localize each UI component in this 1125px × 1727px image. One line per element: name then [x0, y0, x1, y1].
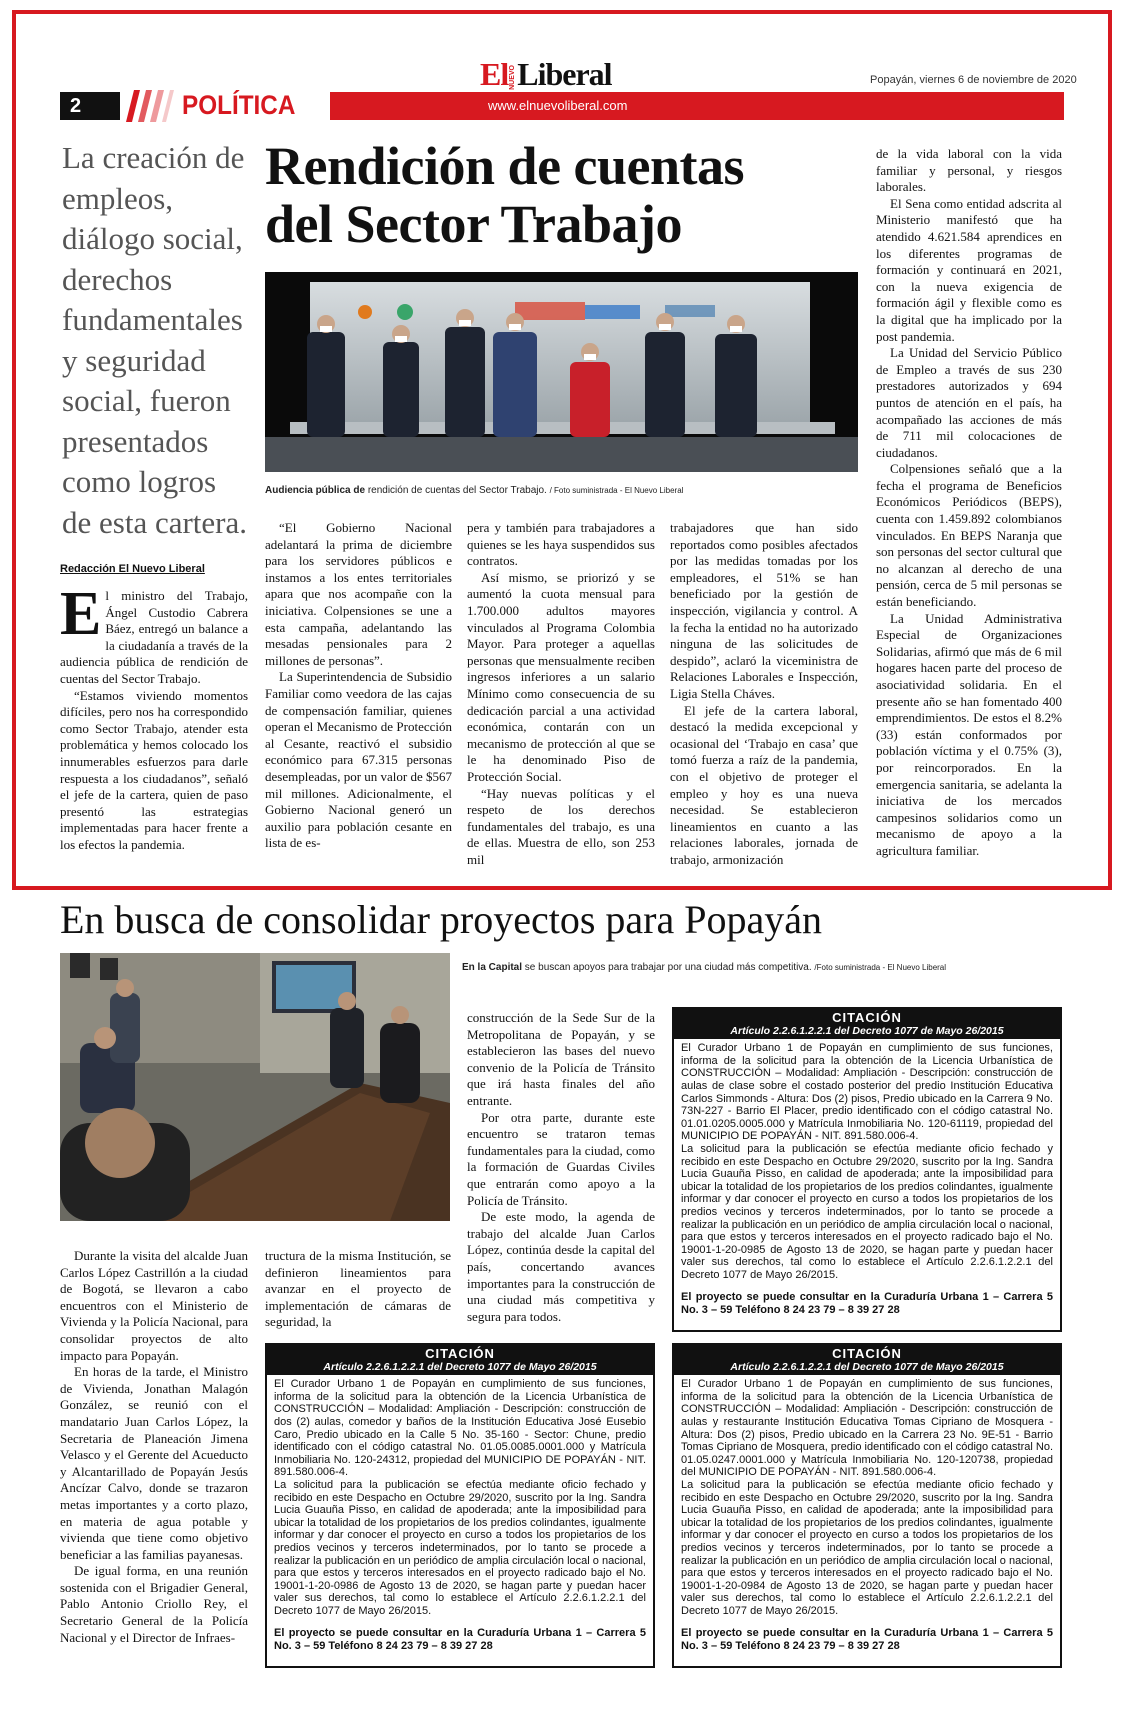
article1-column-3 [467, 520, 655, 868]
notice-paragraph: El Curador Urbano 1 de Popayán en cumplimiento de sus funciones, informa de la solicitud para la obtención de la Licencia Urbanística de CONSTRUCCIÓN – Modalidad: Ampliación - Descripción: construcción de dos (2) aulas, comedor y baños de la Institución Educativa José Eusebio Caro, Predio ubicado en la Calle 5 No. 35-160 - Sector: Chune, predio identificado con el código catastral No. 01.05.0085.0001.000 y Matrícula Inmobiliaria No. 120-24312, propiedad del MUNICIPIO DE POPAYÁN - NIT. 891.580.006-4. [274, 1378, 646, 1479]
notice-paragraph: El Curador Urbano 1 de Popayán en cumplimiento de sus funciones, informa de la solicitud para la obtención de la Licencia Urbanística de CONSTRUCCIÓN – Modalidad: Ampliación - Descripción: construcción de aulas y restaurante Institución Educativa Tomas Cipriano de Mosquera - Altura: Dos (2) pisos, Predio ubicado en la Carrera 23 No. 9E-51 - Barrio Tomas Cipriano de Mosquera, predio identificado con el código catastral No. 01.05.0247.0001.000 y Matrícula Inmobiliaria No. 120-120738, propiedad del MUNICIPIO DE POPAYÁN - NIT. 891.580.006-4. [681, 1378, 1053, 1479]
article1-column-4 [670, 520, 858, 868]
legal-notice-3 [672, 1343, 1062, 1668]
paragraph: “Estamos viviendo momentos difíciles, pero nos ha correspondido como Sector Trabajo, atender esta problemática y hemos colocado los innumerables esfuerzos para darle respuesta a los ciudadanos”, señaló el jefe de la cartera, quien de paso presentó las estrategias implementadas para hacer frente a los efectos la pandemia. [60, 687, 248, 852]
paragraph: construcción de la Sede Sur de la Metropolitana de Popayán, y se establecieron las bases del nuevo convenio de la Policía de Tránsito que irá hasta finales del año entrante. [467, 1010, 655, 1108]
notice-subtitle: Artículo 2.2.6.1.2.2.1 del Decreto 1077 de Mayo 26/2015 [323, 1360, 597, 1373]
paragraph: El jefe de la cartera laboral, destacó la medida excepcional y ocasional del ‘Trabajo en casa’ que tomó fuerza a raíz de la pandemia, con el objetivo de proteger el empleo y hoy es una nueva necesidad. Se establecieron lineamientos en cuanto a las relaciones laborales, jornada de trabajo, armonización [670, 702, 858, 867]
notice-footer: El proyecto se puede consultar en la Curaduría Urbana 1 – Carrera 5 No. 3 – 59 Teléfono 8 24 23 79 – 8 39 27 28 [274, 1627, 646, 1653]
paragraph: La Unidad Administrativa Especial de Organizaciones Solidarias, afirmó que más de 6 mil hogares hacen parte del proceso de asociatividad solidaria. En el presente año se han fomentado 400 emprendimientos. De estos el 8.2% (33) están conformados por población víctima y el 0.75% (3), por reincorporados. En la emergencia sanitaria, se adelanta la iniciativa de los mercados campesinos solidarios como un mecanismo de apoyo a la agricultura familiar. [876, 610, 1062, 858]
notice-paragraph: El Curador Urbano 1 de Popayán en cumplimiento de sus funciones, informa de la solicitud para la obtención de la Licencia Urbanística de CONSTRUCCIÓN – Modalidad: Ampliación - Descripción: construcción de aulas de clase sobre el costado posterior del predio Institución Educativa Carlos Simmonds - Altura: Dos (2) pisos, Predio ubicado en la Carrera 9 No. 73N-227 - Barrio El Placer, predio identificado con el código catastral No. 01.01.0205.0005.000 y Matrícula Inmobiliaria No. 120-61119, propiedad del MUNICIPIO DE POPAYÁN - NIT. 891.580.006-4. [681, 1042, 1053, 1143]
paragraph: El Sena como entidad adscrita al Ministerio manifestó que ha atendido 4.621.584 aprendices en los diferentes programas de formación y continuará en 2021, con la nueva exigencia de formación ágil y flexible como es la digital que ha implicado por la post pandemia. [876, 195, 1062, 344]
notice-paragraph: La solicitud para la publicación se efectúa mediante oficio fechado y recibido en este Despacho en Octubre 29/2020, suscrito por la Ing. Sandra Lucia Guauña Pisso, en calidad de apoderada; ante la imposibilidad para ubicar la totalidad de los propietarios de los predios colindantes, igualmente informar y dar conocer el proyecto en curso a todos los propietarios de los predios vecinos y terceros indeterminados, por lo tanto se procede a realizar la publicación en un periódico de amplia circulación local o nacional, para que estos y terceros interesados en el proyecto radicado bajo el No. 19001-1-20-0986 de Agosto 13 de 2020, se hagan parte y puedan hacer valer sus derechos, tal como lo establece el Artículo 2.2.6.1.2.2.1 del Decreto 1077 de Mayo 26/2015. [274, 1478, 646, 1617]
page-number: 2 [60, 92, 120, 120]
newspaper-logo: ElNUEVOLiberal [480, 56, 612, 92]
article1-column-1 [60, 580, 248, 854]
article-headline: Rendición de cuentas del Sector Trabajo [265, 136, 745, 254]
notice-subtitle: Artículo 2.2.6.1.2.2.1 del Decreto 1077 de Mayo 26/2015 [730, 1360, 1004, 1373]
section-stripes-icon [118, 88, 180, 122]
paragraph: tructura de la misma Institución, se definieron lineamientos para avanzar en el proyecto de implementación de cámaras de seguridad, la [265, 1248, 451, 1330]
article2-column-3 [467, 1010, 655, 1325]
paragraph: Así mismo, se priorizó y se aumentó la cuota mensual para 1.700.000 adultos mayores vinculados al Programa Colombia Mayor. Para proteger a aquellas personas que mensualmente reciben ingresos inferiores a un salario Mínimo como consecuencia de su dedicación parcial a una actividad económica, contarán con un mecanismo de protección al que se le ha denominado Piso de Protección Social. [467, 569, 655, 784]
site-url[interactable]: www.elnuevoliberal.com [488, 98, 628, 113]
paragraph: De igual forma, en una reunión sostenida con el Brigadier General, Pablo Antonio Criollo Rey, el Secretario General de la Policía Nacional y el Director de Infraes- [60, 1563, 248, 1645]
article2-column-1 [60, 1248, 248, 1646]
paragraph: de la vida laboral con la vida familiar y personal, y riesgos laborales. [876, 146, 1062, 195]
paragraph: pera y también para trabajadores a quienes se les haya suspendidos sus contratos. [467, 520, 655, 569]
legal-notice-1 [672, 1007, 1062, 1332]
press-conference-photo [265, 272, 858, 472]
article2-column-2 [265, 1248, 451, 1331]
notice-footer: El proyecto se puede consultar en la Curaduría Urbana 1 – Carrera 5 No. 3 – 59 Teléfono 8 24 23 79 – 8 39 27 28 [681, 1291, 1053, 1317]
byline: Redacción El Nuevo Liberal [60, 563, 205, 575]
header-ribbon [330, 92, 1064, 120]
article1-column-5 [876, 146, 1062, 860]
issue-date: Popayán, viernes 6 de noviembre de 2020 [870, 74, 1077, 86]
paragraph: Colpensiones señaló que a la fecha el programa de Beneficios Económicos Periódicos (BEPS), cuenta con 1.459.892 colombianos vinculados. En BEPS Naranja que son personas del sector cultural que no alcanzan al derecho de una pensión, cerca de 5 mil personas se están beneficiando. [876, 461, 1062, 610]
paragraph: En horas de la tarde, el Ministro de Vivienda, Jonathan Malagón González, se reunió con el mandatario Juan Carlos López, la Secretaria de Planeación Jimena Velasco y el Gerente del Acueducto y Alcantarillado de Popayán Jesús Ancízar Calvo, donde se trazaron metas importantes y a corto plazo, en materia de agua potable y vivienda que tiene como objetivo beneficiar a las familias payanesas. [60, 1364, 248, 1562]
paragraph: De este modo, la agenda de trabajo del alcalde Juan Carlos López, continúa desde la capital del país, concertando avances importantes para la construcción de una ciudad más competitiva y segura para todos. [467, 1209, 655, 1324]
notice-title: CITACIÓN [425, 1346, 495, 1361]
paragraph: La Superintendencia de Subsidio Familiar como veedora de las cajas de compensación familiar, quienes operan el Mecanismo de Protección al Cesante, reactivó el subsidio económico para 67.315 personas desempleadas, por un valor de $567 mil millones. Adicionalmente, el Gobierno Nacional generó un auxilio para población cesante en lista de es- [265, 669, 453, 851]
photo-caption: Audiencia pública de rendición de cuentas del Sector Trabajo. / Foto suministrada - El Nuevo Liberal [265, 485, 684, 496]
paragraph: “El Gobierno Nacional adelantará la prima de diciembre para los servidores públicos e instamos a los entes territoriales apara que nos acompañe con la iniciativa. Colpensiones se une a esta campaña, adelantando las mesadas pensionales para 2 millones de personas”. [265, 520, 452, 668]
section-title: POLÍTICA [182, 90, 296, 120]
notice-title: CITACIÓN [832, 1346, 902, 1361]
notice-title: CITACIÓN [832, 1010, 902, 1025]
notice-footer: El proyecto se puede consultar en la Curaduría Urbana 1 – Carrera 5 No. 3 – 59 Teléfono 8 24 23 79 – 8 39 27 28 [681, 1627, 1053, 1653]
paragraph: El ministro del Trabajo, Ángel Custodio Cabrera Báez, entregó un balance a la ciudadanía a través de la audiencia pública de rendición de cuentas del Sector Trabajo. [60, 580, 248, 686]
notice-paragraph: La solicitud para la publicación se efectúa mediante oficio fechado y recibido en este Despacho en Octubre 29/2020, suscrito por la Ing. Sandra Lucia Guauña Pisso, en calidad de apoderada; ante la imposibilidad para ubicar la totalidad de los propietarios de los predios colindantes, igualmente informar y dar conocer el proyecto en curso a todos los propietarios de los predios vecinos y terceros indeterminados, por lo tanto se procede a realizar la publicación en un periódico de amplia circulación local o nacional, para que estos y terceros interesados en el proyecto radicado bajo el No. 19001-1-20-0985 de Agosto 13 de 2020, se hagan parte y puedan hacer valer sus derechos, tal como lo establece el Artículo 2.2.6.1.2.2.1 del Decreto 1077 de Mayo 26/2015. [681, 1142, 1053, 1281]
paragraph: trabajadores que han sido reportados como posibles afectados por las medidas tomadas por los empleadores, el 51% se han beneficiado por la gestión de inspección, vigilancia y control. A la fecha la entidad no ha autorizado ninguna de las solicitudes de despido”, aclaró la viceministra de Relaciones Laborales e Inspección, Ligia Stella Cháves. [670, 520, 858, 701]
drop-cap: E [60, 580, 102, 648]
paragraph: Durante la visita del alcalde Juan Carlos López Castrillón a la ciudad de Bogotá, se llevaron a cabo encuentros con el Ministerio de Vivienda y la Policía Nacional, para consolidar proyectos de alto impacto para Popayán. [60, 1248, 248, 1363]
notice-subtitle: Artículo 2.2.6.1.2.2.1 del Decreto 1077 de Mayo 26/2015 [730, 1024, 1004, 1037]
article1-column-2 [265, 520, 452, 852]
photo-caption-2: En la Capital se buscan apoyos para trabajar por una ciudad más competitiva. /Foto suministrada - El Nuevo Liberal [462, 962, 947, 973]
paragraph: “Hay nuevas políticas y el respeto de los derechos fundamentales del trabajo, es una de ellas. Muestra de ello, son 253 mil [467, 785, 655, 867]
paragraph: La Unidad del Servicio Público de Empleo a través de sus 230 prestadores autorizados y 694 puntos de atención en el país, ha acompañado las acciones de más de 711 mil colocaciones de ciudadanos. [876, 345, 1062, 460]
paragraph: Por otra parte, durante este encuentro se trataron temas fundamentales para la ciudad, como la formación de Guardas Civiles que entrarán como apoyo a la Policía de Tránsito. [467, 1109, 655, 1208]
pull-quote: La creación de empleos, diálogo social, derechos fundamentales y seguridad social, fueron presentados como logros de esta cartera. [62, 140, 248, 540]
article2-headline: En busca de consolidar proyectos para Popayán [60, 897, 822, 942]
meeting-photo [60, 953, 450, 1221]
notice-paragraph: La solicitud para la publicación se efectúa mediante oficio fechado y recibido en este Despacho en Octubre 29/2020, suscrito por la Ing. Sandra Lucia Guauña Pisso, en calidad de apoderada; ante la imposibilidad para ubicar la totalidad de los propietarios de los predios colindantes, igualmente informar y dar conocer el proyecto en curso a todos los propietarios de los predios vecinos y terceros indeterminados, por lo tanto se procede a realizar la publicación en un periódico de amplia circulación local o nacional, para que estos y terceros interesados en el proyecto radicado bajo el No. 19001-1-20-0984 de Agosto 13 de 2020, se hagan parte y puedan hacer valer sus derechos, tal como lo establece el Artículo 2.2.6.1.2.2.1 del Decreto 1077 de Mayo 26/2015. [681, 1478, 1053, 1617]
legal-notice-2 [265, 1343, 655, 1668]
